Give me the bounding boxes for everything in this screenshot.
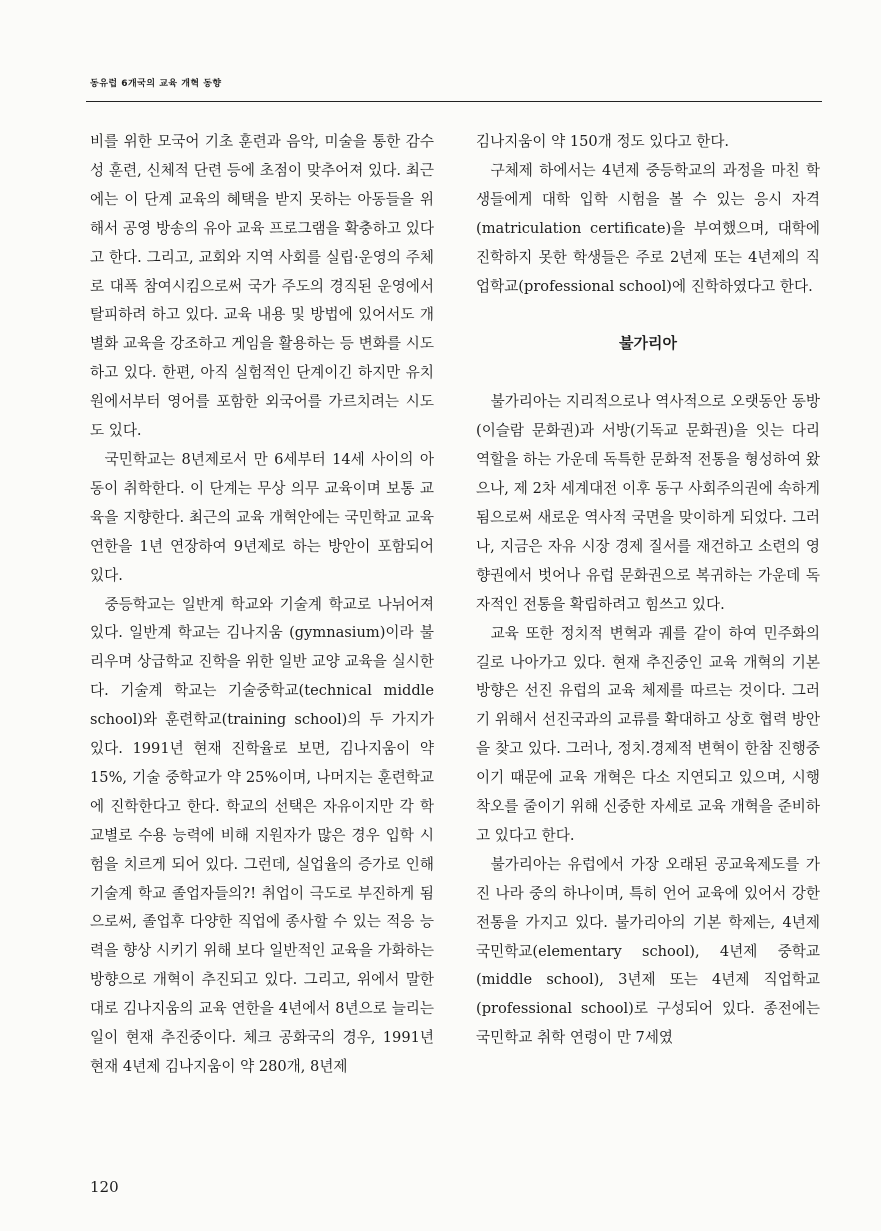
paragraph: 교육 또한 정치적 변혁과 궤를 같이 하여 민주화의 길로 나아가고 있다. 현재 추진중인 교육 개혁의 기본 방향은 선진 유럽의 교육 체제를 따르는 것이다. 그러기 위해서 선진국과의 교류를 확대하고 상호 협력 방안을 찾고 있다. 그러나, 정치.경제적 변혁이 한참 진행중이기 때문에 교육 개혁은 다소 지연되고 있으며, 시행 착오를 줄이기 위해 신중한 자세로 교육 개혁을 준비하고 있다고 한다. — [476, 624, 820, 844]
paragraph: 불가리아는 유럽에서 가장 오래된 공교육제도를 가진 나라 중의 하나이며, 특히 언어 교육에 있어서 강한 전통을 가지고 있다. 불가리아의 기본 학제는, 4년제 국민학교(elementary school), 4년제 중학교(middle school), 3년제 또는 4년제 직업학교(professional school)로 구성되어 있다. 종전에는 국민학교 취학 연령이 만 7세였 — [476, 855, 820, 1047]
paragraph: 중등학교는 일반계 학교와 기술계 학교로 나뉘어져 있다. 일반계 학교는 김나지움 (gymnasium)이라 불리우며 상급학교 진학을 위한 일반 교양 교육을 실시한다. 기술계 학교는 기술중학교(technical middle school)와 훈련학교(training school)의 두 가지가 있다. 1991년 현재 진학율로 보면, 김나지움이 약 15%, 기술 중학교가 약 25%이며, 나머지는 훈련학교에 진학한다고 한다. 학교의 선택은 자유이지만 각 학교별로 수용 능력에 비해 지원자가 많은 경우 입학 시험을 치르게 되어 있다. 그런데, 실업율의 증가로 인해 기술계 학교 졸업자들의?! 취업이 극도로 부진하게 됨으로써, 졸업후 다양한 직업에 종사할 수 있는 적응 능력을 향상 시키기 위해 보다 일반적인 교육을 가화하는 방향으로 개혁이 추진되고 있다. 그리고, 위에서 말한대로 김나지움의 교육 연한을 4년에서 8년으로 늘리는 일이 현재 추진중이다. 체크 공화국의 경우, 1991년 현재 4년제 김나지움이 약 280개, 8년제 — [90, 595, 434, 1075]
right-column — [476, 128, 820, 1053]
left-column — [90, 128, 434, 1082]
paragraph: 비를 위한 모국어 기초 훈련과 음악, 미술을 통한 감수성 훈련, 신체적 단련 등에 초점이 맞추어져 있다. 최근에는 이 단계 교육의 혜택을 받지 못하는 아동들을 위해서 공영 방송의 유아 교육 프로그램을 확충하고 있다고 한다. 그리고, 교회와 지역 사회를 실립·운영의 주체로 대폭 참여시킴으로써 국가 주도의 경직된 운영에서 탈피하려 하고 있다. 교육 내용 및 방법에 있어서도 개별화 교육을 강조하고 게임을 활용하는 등 변화를 시도하고 있다. 한편, 아직 실험적인 단계이긴 하지만 유치원에서부터 영어를 포함한 외국어를 가르치려는 시도도 있다. — [90, 133, 434, 440]
paragraph: 국민학교는 8년제로서 만 6세부터 14세 사이의 아동이 취학한다. 이 단계는 무상 의무 교육이며 보통 교육을 지향한다. 최근의 교육 개혁안에는 국민학교 교육 연한을 1년 연장하여 9년제로 하는 방안이 포함되어 있다. — [90, 450, 434, 584]
paragraph: 김나지움이 약 150개 정도 있다고 한다. — [476, 133, 730, 150]
paragraph: 구체제 하에서는 4년제 중등학교의 과정을 마친 학생들에게 대학 입학 시험을 볼 수 있는 응시 자격(matriculation certificate)을 부여했으며, 대학에 진학하지 못한 학생들은 주로 2년제 또는 4년제의 직업학교(professional school)에 진학하였다고 한다. — [476, 161, 820, 295]
running-header: 동유럽 6개국의 교육 개혁 동향 — [90, 79, 222, 89]
page-number: 120 — [90, 1178, 119, 1196]
section-heading: 불가리아 — [619, 334, 677, 353]
section-spacer — [476, 358, 820, 388]
paragraph: 불가리아는 지리적으로나 역사적으로 오랫동안 동방(이슬람 문화권)과 서방(기독교 문화권)을 잇는 다리 역할을 하는 가운데 독특한 문화적 전통을 형성하여 왔으나, 제 2차 세계대전 이후 동구 사회주의권에 속하게 됨으로써 새로운 역사적 국면을 맞이하게 되었다. 그러나, 지금은 자유 시장 경제 질서를 재건하고 소련의 영향권에서 벗어나 유럽 문화권으로 복귀하는 가운데 독자적인 전통을 확립하려고 힘쓰고 있다. — [476, 393, 820, 613]
section-spacer — [476, 301, 820, 329]
header-rule — [86, 101, 822, 102]
